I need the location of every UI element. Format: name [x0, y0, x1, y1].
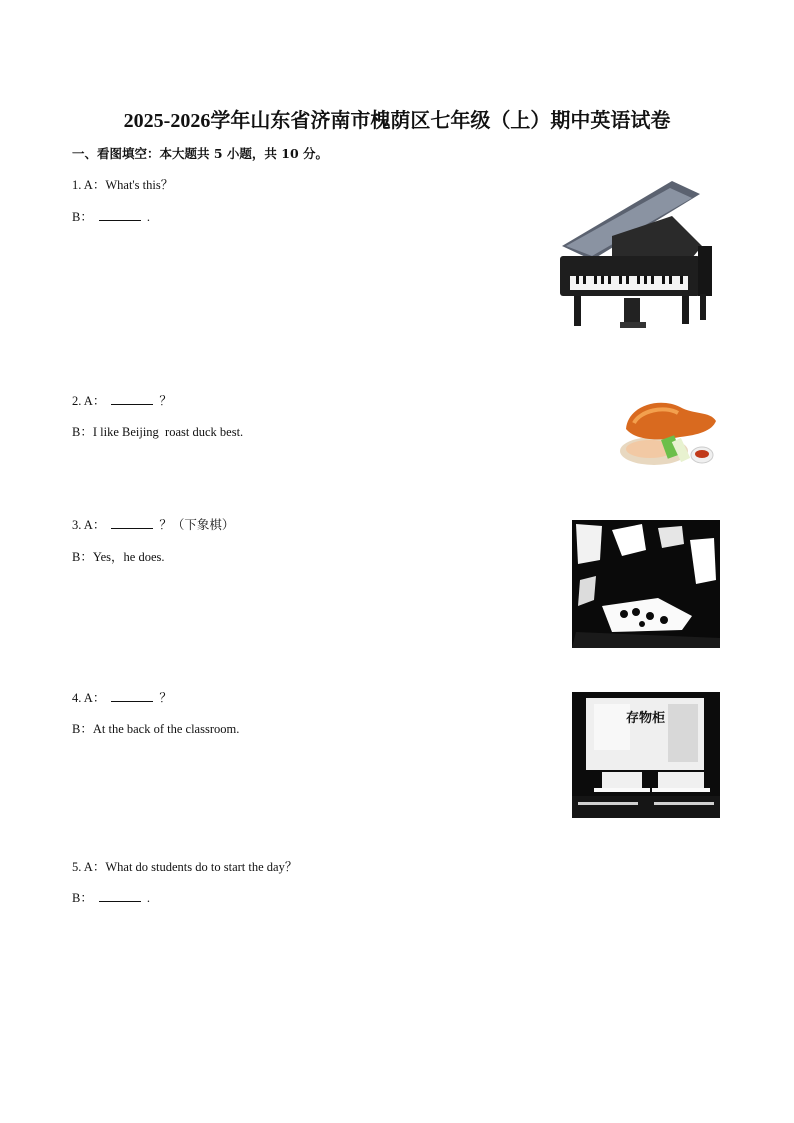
locker-photo — [572, 692, 720, 818]
piano-icon — [552, 176, 724, 352]
question-3-b: B：Yes，he does. — [72, 550, 165, 564]
answer-blank[interactable] — [99, 209, 141, 221]
question-5-a: 5. A：What do students do to start the day？ — [72, 860, 298, 874]
question-2-b: B：I like Beijing roast duck best. — [72, 425, 244, 439]
question-1-b: B： . — [72, 210, 150, 224]
chess-photo — [572, 520, 720, 648]
answer-blank[interactable] — [111, 690, 153, 702]
roast-duck-icon — [614, 393, 720, 473]
locker-label: 存物柜 — [626, 711, 666, 726]
question-4-a: 4. A： ？ — [72, 691, 172, 705]
question-3-a: 3. A： ？（下象棋） — [72, 518, 235, 532]
answer-blank[interactable] — [99, 890, 141, 902]
section-heading: 一、看图填空：本大题共 5 小题，共 10 分。 — [72, 146, 329, 161]
page-title: 2025-2026学年山东省济南市槐荫区七年级（上）期中英语试卷 — [123, 110, 671, 132]
answer-blank[interactable] — [111, 517, 153, 529]
question-4-b: B：At the back of the classroom. — [72, 722, 240, 736]
question-5-b: B： . — [72, 891, 150, 905]
question-2-a: 2. A： ？ — [72, 394, 172, 408]
question-1-a: 1. A：What's this？ — [72, 178, 174, 192]
answer-blank[interactable] — [111, 393, 153, 405]
